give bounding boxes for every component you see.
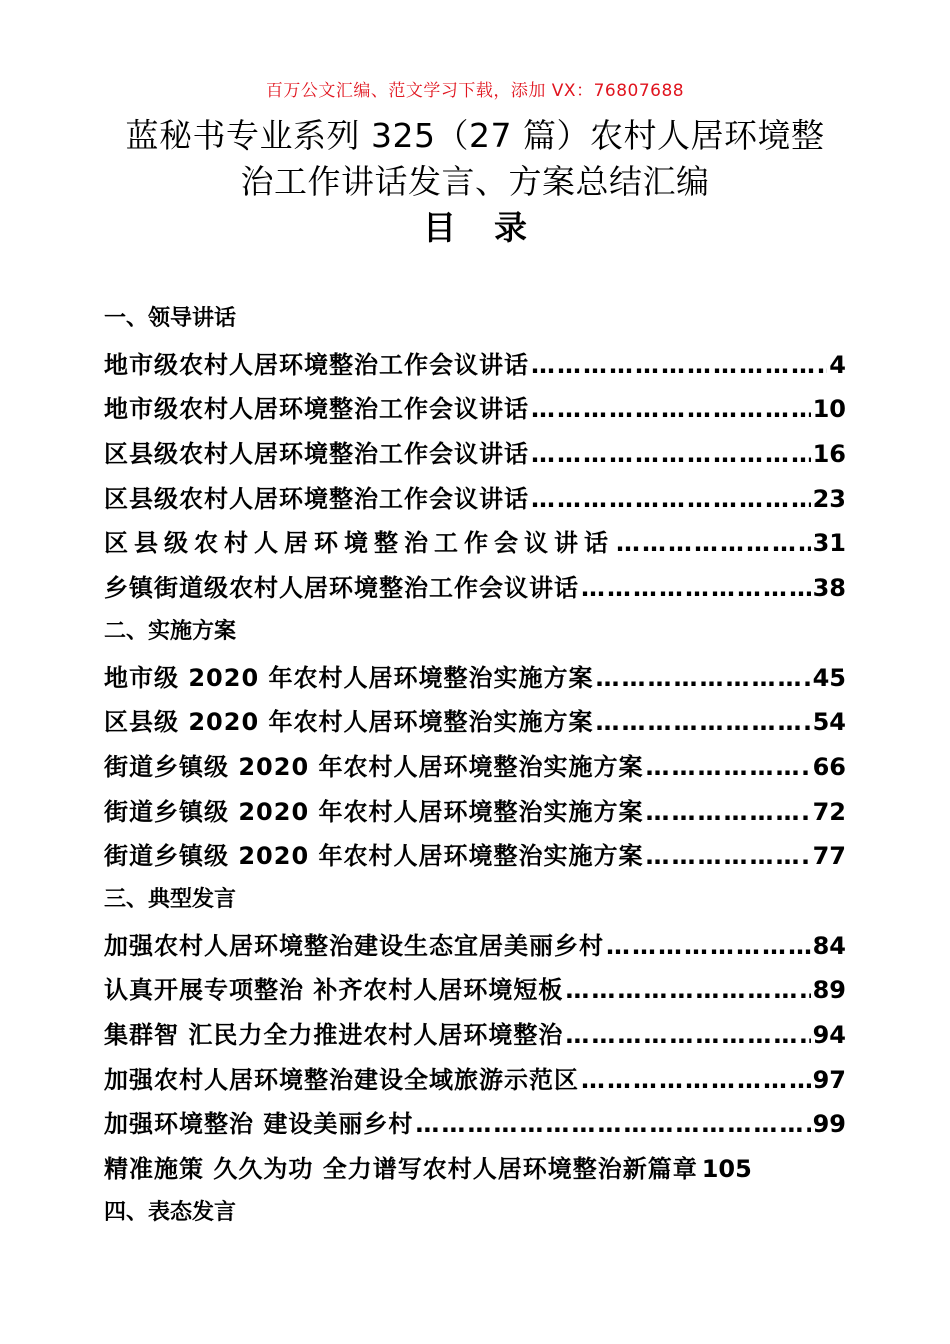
toc-entry[interactable] (104, 926, 846, 971)
toc-entry-title: 加强农村人居环境整治建设全域旅游示范区 (104, 1065, 579, 1094)
toc-entry[interactable] (104, 792, 846, 837)
toc-leader-dots (596, 702, 811, 742)
toc-entry-page: 77 (812, 842, 846, 871)
document-title-line-2: 治工作讲话发言、方案总结汇编 (240, 162, 710, 201)
toc-entry-page: 99 (812, 1110, 846, 1139)
toc-entry[interactable] (104, 434, 846, 479)
table-of-contents (104, 300, 846, 1238)
toc-leader-dots (596, 658, 811, 698)
toc-entry-page: 105 (701, 1155, 752, 1184)
toc-entry-title: 街道乡镇级 2020 年农村人居环境整治实施方案 (104, 842, 644, 871)
toc-entry-title: 街道乡镇级 2020 年农村人居环境整治实施方案 (104, 752, 644, 781)
toc-entry[interactable] (104, 1149, 846, 1194)
toc-leader-dots (646, 792, 811, 832)
section-heading: 一、领导讲话 (104, 306, 237, 331)
toc-leader-dots (581, 568, 811, 608)
toc-entry-title: 加强农村人居环境整治建设生态宜居美丽乡村 (104, 931, 604, 960)
toc-entry[interactable] (104, 747, 846, 792)
toc-leader-dots (581, 1060, 811, 1100)
toc-leader-dots (606, 926, 811, 966)
toc-entry-page: 54 (812, 708, 846, 737)
toc-entry-page: 16 (812, 440, 846, 469)
toc-leader-dots (565, 970, 810, 1010)
toc-entry-page: 10 (812, 395, 846, 424)
toc-entry-title: 区县级农村人居环境整治工作会议讲话 (104, 484, 529, 513)
toc-entry-page: 89 (812, 976, 846, 1005)
toc-entry[interactable] (104, 1060, 846, 1105)
toc-entry-title: 地市级 2020 年农村人居环境整治实施方案 (104, 663, 594, 692)
toc-entry[interactable] (104, 568, 846, 613)
toc-entry-page: 38 (812, 574, 846, 603)
toc-leader-dots (531, 434, 811, 474)
toc-entry-title: 精准施策 久久为功 全力谱写农村人居环境整治新篇章 (104, 1155, 698, 1184)
section-heading: 四、表态发言 (104, 1199, 237, 1225)
toc-entry[interactable] (104, 345, 846, 390)
toc-entry-page: 84 (812, 931, 846, 960)
toc-entry[interactable] (104, 1104, 846, 1149)
toc-entry-title: 区县级农村人居环境整治工作会议讲话 (104, 440, 529, 469)
toc-heading: 目录 (423, 208, 565, 247)
toc-entry[interactable] (104, 523, 846, 568)
toc-entry-page: 45 (812, 663, 846, 692)
toc-entry-page: 72 (812, 797, 846, 826)
toc-leader-dots (531, 345, 827, 385)
section-heading: 三、典型发言 (104, 886, 237, 912)
toc-leader-dots (646, 747, 811, 787)
toc-entry-title: 加强环境整治 建设美丽乡村 (104, 1110, 414, 1139)
toc-entry[interactable] (104, 970, 846, 1015)
document-title-line-1: 蓝秘书专业系列 325（27 篇）农村人居环境整 (125, 116, 825, 155)
toc-entry-title: 集群智 汇民力全力推进农村人居环境整治 (104, 1021, 564, 1049)
toc-entry-title: 认真开展专项整治 补齐农村人居环境短板 (104, 976, 564, 1005)
section-heading: 二、实施方案 (104, 618, 237, 644)
toc-entry-page: 23 (812, 484, 846, 513)
toc-entry-title: 街道乡镇级 2020 年农村人居环境整治实施方案 (104, 797, 644, 826)
toc-entry[interactable] (104, 702, 846, 747)
toc-entry-title: 区县级 2020 年农村人居环境整治实施方案 (104, 708, 594, 737)
toc-leader-dots (616, 523, 811, 563)
toc-leader-dots (531, 389, 811, 429)
toc-leader-dots (565, 1015, 810, 1055)
toc-entry-page: 31 (812, 529, 846, 558)
watermark-banner: 百万公文汇编、范文学习下载，添加 VX：76807688 (265, 81, 685, 101)
toc-entry[interactable] (104, 479, 846, 524)
toc-leader-dots (415, 1104, 810, 1144)
toc-entry-page: 66 (812, 752, 846, 781)
toc-entry[interactable] (104, 836, 846, 881)
toc-entry[interactable] (104, 1015, 846, 1060)
toc-entry-page: 4 (829, 350, 846, 379)
toc-entry-title: 地市级农村人居环境整治工作会议讲话 (104, 350, 529, 379)
toc-entry[interactable] (104, 389, 846, 434)
toc-entry-title: 地市级农村人居环境整治工作会议讲话 (104, 395, 529, 424)
toc-entry[interactable] (104, 658, 846, 703)
toc-entry-page: 94 (812, 1021, 846, 1049)
toc-leader-dots (646, 836, 811, 876)
toc-entry-page: 97 (812, 1065, 846, 1094)
toc-entry-title: 乡镇街道级农村人居环境整治工作会议讲话 (104, 574, 579, 603)
toc-entry-title: 区县级农村人居环境整治工作会议讲话 (104, 529, 614, 558)
toc-leader-dots (531, 479, 811, 519)
